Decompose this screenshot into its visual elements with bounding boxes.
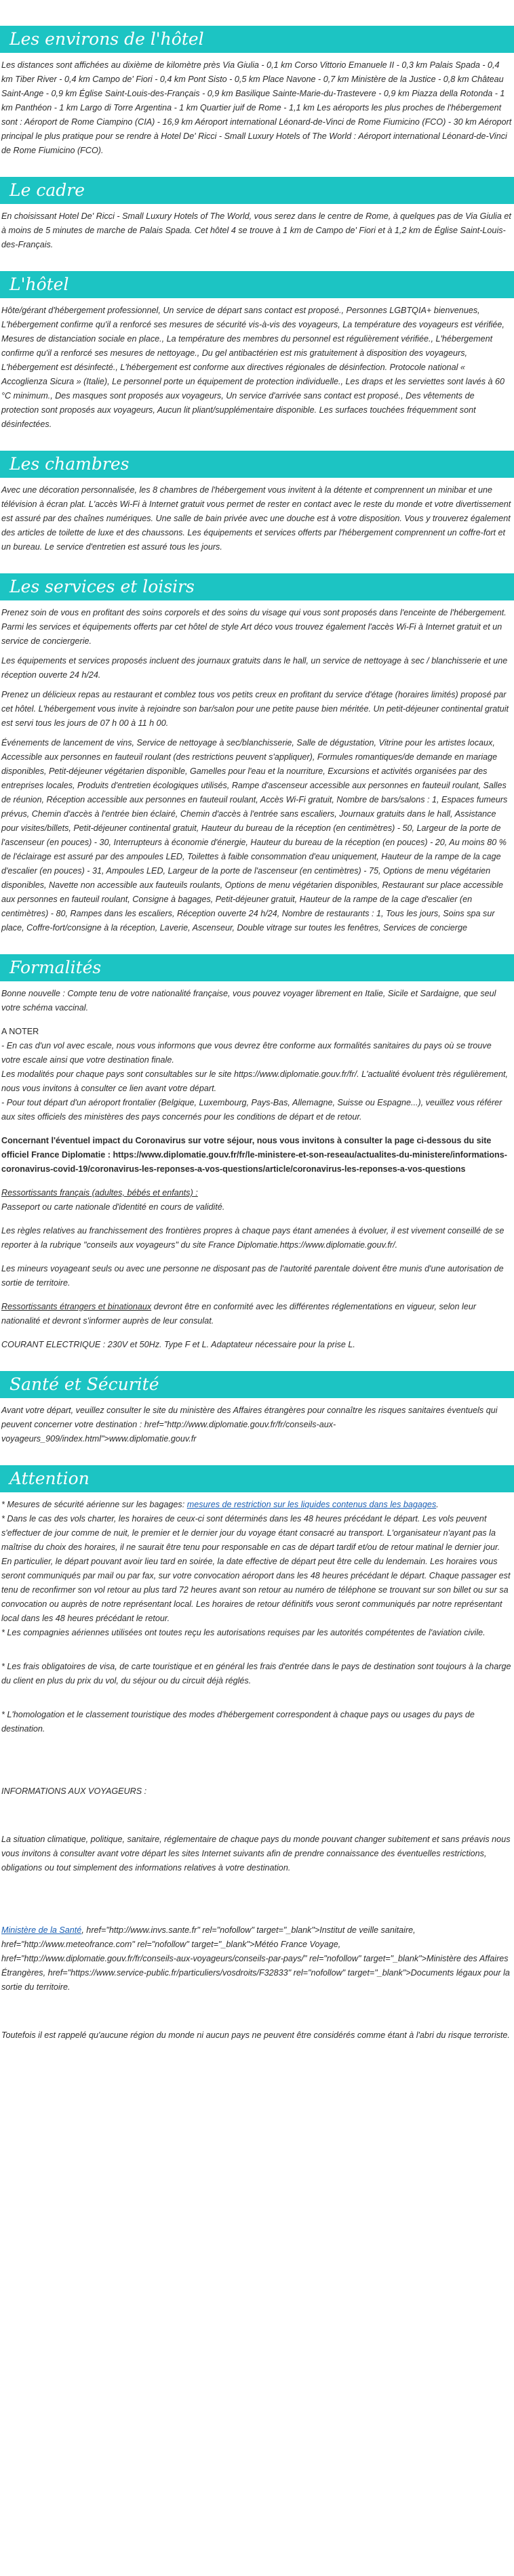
formalites-text-6: Les mineurs voyageant seuls ou avec une personne ne disposant pas de l'autorité parentale doivent être munis d'une autorisation de sortie de territoire.	[1, 1264, 504, 1288]
bullet-1-suffix: .	[436, 1500, 439, 1509]
toutefois-text: Toutefois il est rappelé qu'aucune région du monde ni aucun pays ne peuvent être considérés comme étant à l'abri du risque terroriste.	[1, 2030, 510, 2040]
attention-bullet-5: * L'homologation et le classement touristique des modes d'hébergement correspondent à chaque pays ou usages du pays de destination.	[1, 1710, 475, 1734]
ressortissants-etrangers-block	[0, 1300, 514, 1328]
attention-bullet-1	[0, 1498, 514, 1512]
attention-bullet-3: * Les compagnies aériennes utilisées ont toutes reçu les autorisations requises par les autorités compétentes de l'aviation civile.	[1, 1628, 486, 1637]
section-title-environs: Les environs de l'hôtel	[0, 26, 514, 53]
a-noter-heading: A NOTER	[1, 1027, 39, 1036]
section-title-hotel: L'hôtel	[0, 271, 514, 298]
chambres-text: Avec une décoration personnalisée, les 8 chambres de l'hébergement vous invitent à la détente et comprennent un minibar et une télévision à écran plat. L'accès Wi-Fi à Internet gratuit vous permet de rester en contact avec le reste du monde et votre divertissement est assuré par des chaînes numériques. Une salle de bain privée avec une douche est à votre disposition. Vous y trouverez également des articles de toilette de luxe et des chaussons. Les équipements et services offerts par l'hébergement comprennent un coffre-fort et un bureau. Le service d'entretien est assuré tous les jours.	[1, 485, 511, 552]
formalites-text-2: - En cas d'un vol avec escale, nous vous informons que vous devrez être conforme aux formalités sanitaires du pays où se trouve votre escale ainsi que votre destination finale.	[1, 1041, 492, 1065]
informations-voyageurs: INFORMATIONS AUX VOYAGEURS :	[1, 1786, 147, 1796]
ministere-links-rest: , href="http://www.invs.sante.fr" rel="nofollow" target="_blank">Institut de veille sanitaire, href="http://www.meteofrance.com" rel="nofollow" target="_blank">Météo France Voyage, href="http://www.diplomatie.gouv.fr/fr/conseils-aux-voyageurs/conseils-par-pays/" rel="nofollow" target="_blank">Ministère des Affaires Étrangères, href="https://www.service-public.fr/particuliers/vosdroits/F32833" rel="nofollow" target="_blank">Documents légaux pour la sortie du territoire.	[1, 1925, 510, 1992]
ressortissants-francais-text: Passeport ou carte nationale d'identité en cours de validité.	[1, 1202, 225, 1212]
formalites-text-1: Bonne nouvelle : Compte tenu de votre nationalité française, vous pouvez voyager librement en Italie, Sicile et Sardaigne, que seul votre schéma vaccinal.	[1, 989, 496, 1013]
services-text-1: Prenez soin de vous en profitant des soins corporels et des soins du visage qui vous sont proposés dans l'enceinte de l'hébergement. Parmi les services et équipements offerts par cet hôtel de style Art déco vous trouvez également l'accès Wi-Fi à Internet gratuit et un service de conciergerie.	[1, 608, 507, 646]
section-title-services: Les services et loisirs	[0, 573, 514, 600]
formalites-text-4: - Pour tout départ d'un aéroport frontalier (Belgique, Luxembourg, Pays-Bas, Allemagne, Suisse ou Espagne...), veuillez vous référer aux sites officiels des ministères des pays concernés pour les conditions de départ et de retour.	[1, 1098, 502, 1122]
liquids-restriction-link[interactable]: mesures de restriction sur les liquides contenus dans les bagages	[186, 1500, 437, 1509]
attention-bullet-2: * Dans le cas des vols charter, les horaires de ceux-ci sont déterminés dans les 48 heures précédant le départ. Les vols peuvent s'effectuer de jour comme de nuit, le premier et le dernier jour du voyage étant consacré au transport. L'organisateur n'ayant pas la maîtrise du choix des horaires, il ne saurait être tenu pour responsable en cas de départ tardif et/ou de retour matinal le dernier jour. En particulier, le départ pouvant avoir lieu tard en soirée, la date effective de départ peut être celle du lendemain. Les horaires vous seront communiqués par mail ou par fax, sur votre convocation aéroport dans les 48 heures précédant le départ. Chaque passager est tenu de reconfirmer son vol retour au plus tard 72 heures avant son retour au numéro de téléphone se trouvant sur son billet ou sur sa convocation ou auprès de notre représentant local. Les horaires de retour définitifs vous seront communiqués par notre représentant local dans les 48 heures précédant le retour.	[1, 1514, 511, 1623]
situation-text: La situation climatique, politique, sanitaire, réglementaire de chaque pays du monde pouvant changer subitement et sans préavis nous vous invitons à consulter avant votre départ les sites Internet suivants afin de prendre connaissance des éventuelles restrictions, obligations ou tout simplement des informations relatives à votre destination.	[1, 1835, 511, 1873]
ministere-links	[0, 1923, 514, 1995]
services-text-4: Événements de lancement de vins, Service de nettoyage à sec/blanchisserie, Salle de dégustation, Vitrine pour les artistes locaux, Accessible aux personnes en fauteuil roulant (des restrictions peuvent s'appliquer), Formules romantiques/de demande en mariage disponibles, Petit-déjeuner végétarien disponible, Gamelles pour l'eau et la nourriture, Excursions et activités organisées par des entreprises locales, Produits d'entretien écologiques utilisés, Rampe d'ascenseur accessible aux personnes en fauteuil roulant, Salles de réunion, Réception accessible aux personnes en fauteuil roulant, Accès Wi-Fi gratuit, Nombre de bars/salons : 1, Espaces fumeurs prévus, Chemin d'accès à l'entrée bien éclairé, Chemin d'accès à l'entrée sans escaliers, Journaux gratuits dans le hall, Assistance pour visites/billets, Petit-déjeuner continental gratuit, Hauteur du bureau de la réception (en centimètres) - 50, Largeur de la porte de l'ascenseur (en pouces) - 30, Interrupteurs à économie d'énergie, Hauteur du bureau de la réception (en pouces) - 20, Au moins 80 % de l'éclairage est assuré par des ampoules LED, Toilettes à faible consommation d'eau uniquement, Hauteur de la rampe de la cage d'escalier (en pouces) - 31, Ampoules LED, Largeur de la porte de l'ascenseur (en centimètres) - 75, Options de menu végétarien disponibles, Navette non accessible aux fauteuils roulants, Options de menu végétarien disponibles, Restaurant sur place accessible aux personnes en fauteuil roulant, Consigne à bagages, Petit-déjeuner gratuit, Hauteur de la rampe de la cage d'escalier (en centimètres) - 80, Rampes dans les escaliers, Réception ouverte 24 h/24, Nombre de restaurants : 1, Tous les jours, Soins spa sur place, Coffre-fort/consigne à la réception, Laverie, Ascenseur, Double vitrage sur toutes les fenêtres, Services de concierge	[1, 738, 508, 933]
ressortissants-francais-label: Ressortissants français (adultes, bébés et enfants) :	[1, 1188, 198, 1198]
courant-electrique: COURANT ELECTRIQUE : 230V et 50Hz. Type F et L. Adaptateur nécessaire pour la prise L.	[1, 1340, 355, 1349]
cadre-text: En choisissant Hotel De' Ricci - Small Luxury Hotels of The World, vous serez dans le centre de Rome, à quelques pas de Via Giulia et à moins de 5 minutes de marche de Palais Spada. Cet hôtel 4 se trouve à 1 km de Campo de' Fiori et à 1,2 km de Église Saint-Louis-des-Français.	[1, 211, 511, 249]
hotel-text: Hôte/gérant d'hébergement professionnel, Un service de départ sans contact est proposé., Personnes LGBTQIA+ bienvenues, L'hébergement confirme qu'il a renforcé ses mesures de sécurité vis-à-vis des voyageurs, La température des voyageurs est vérifiée, Mesures de distanciation sociale en place., La température des membres du personnel est régulièrement vérifiée., L'hébergement confirme qu'il a renforcé ses mesures de nettoyage., Du gel antibactérien est mis gratuitement à disposition des voyageurs, L'hébergement est désinfecté., L'hébergement est conforme aux directives régionales de désinfection. Protocole national « Accoglienza Sicura » (Italie), Le personnel porte un équipement de protection individuelle., Les draps et les serviettes sont lavés à 60 °C minimum., Des masques sont proposés aux voyageurs, Un service d'arrivée sans contact est proposé., Des vêtements de protection sont proposés aux voyageurs, Aucun lit pliant/supplémentaire disponible. Les surfaces touchées fréquemment sont désinfectées.	[1, 306, 505, 429]
coronavirus-notice: Concernant l'éventuel impact du Coronavirus sur votre séjour, nous vous invitons à consulter la page ci-dessous du site officiel France Diplomatie : https://www.diplomatie.gouv.fr/fr/le-ministere-et-son-reseau/actualites-du-ministere/informations-coronavirus-covid-19/coronavirus-les-reponses-a-vos-questions/article/coronavirus-les-reponses-a-vos-questions	[1, 1136, 507, 1174]
ressortissants-etrangers-label: Ressortissants étrangers et binationaux	[1, 1302, 152, 1311]
formalites-text-3: Les modalités pour chaque pays sont consultables sur le site https://www.diplomatie.gouv.fr/fr/. L'actualité évoluent très régulièrement, nous vous invitons à consulter ce lien avant votre départ.	[1, 1069, 508, 1093]
formalites-text-5: Les règles relatives au franchissement des frontières propres à chaque pays étant amenées à évoluer, il est vivement conseillé de se reporter à la rubrique "conseils aux voyageurs" du site France Diplomatie.https://www.diplomatie.gouv.fr/.	[1, 1226, 505, 1250]
section-title-chambres: Les chambres	[0, 451, 514, 478]
section-title-cadre: Le cadre	[0, 177, 514, 204]
environs-text: Les distances sont affichées au dixième de kilomètre près Via Giulia - 0,1 km Corso Vittorio Emanuele II - 0,3 km Palais Spada - 0,4 km Tiber River - 0,4 km Campo de' Fiori - 0,4 km Pont Sisto - 0,5 km Place Navone - 0,7 km Ministère de la Justice - 0,8 km Château Saint-Ange - 0,9 km Église Saint-Louis-des-Français - 0,9 km Basilique Sainte-Marie-du-Trastevere - 0,9 km Piazza della Rotonda - 1 km Panthéon - 1 km Largo di Torre Argentina - 1 km Quartier juif de Rome - 1,1 km Les aéroports les plus proches de l'hébergement sont : Aéroport de Rome Ciampino (CIA) - 16,9 km Aéroport international Léonard-de-Vinci de Rome Fiumicino (FCO) - 30 km Aéroport principal le plus pratique pour se rendre à Hotel De' Ricci - Small Luxury Hotels of The World : Aéroport international Léonard-de-Vinci de Rome Fiumicino (FCO).	[1, 60, 512, 155]
sante-text: Avant votre départ, veuillez consulter le site du ministère des Affaires étrangères pour connaître les risques sanitaires éventuels qui peuvent concerner votre destination : href="http://www.diplomatie.gouv.fr/fr/conseils-aux-voyageurs_909/index.html">www.diplomatie.gouv.fr	[1, 1406, 498, 1444]
section-title-attention: Attention	[0, 1465, 514, 1492]
section-title-formalites: Formalités	[0, 954, 514, 981]
ressortissants-etrangers-text: devront être en conformité avec les différentes réglementations en vigueur, selon leur nationalité et devront s'informer auprès de leur consulat.	[1, 1302, 477, 1326]
section-title-sante: Santé et Sécurité	[0, 1371, 514, 1398]
attention-bullet-4: * Les frais obligatoires de visa, de carte touristique et en général les frais d'entrée dans le pays de destination sont toujours à la charge du client en plus du prix du vol, du séjour ou du circuit déjà réglés.	[1, 1662, 511, 1685]
ministere-sante-link[interactable]: Ministère de la Santé	[1, 1925, 82, 1935]
ressortissants-francais-block	[0, 1186, 514, 1214]
services-text-3: Prenez un délicieux repas au restaurant et comblez tous vos petits creux en profitant du service d'étage (horaires limités) proposé par cet hôtel. L'hébergement vous invite à rejoindre son bar/salon pour une petite pause bien méritée. Un petit-déjeuner continental gratuit est servi tous les jours de 07 h 00 à 11 h 00.	[1, 690, 509, 728]
bullet-1-prefix: * Mesures de sécurité aérienne sur les bagages:	[1, 1500, 187, 1509]
services-text-2: Les équipements et services proposés incluent des journaux gratuits dans le hall, un service de nettoyage à sec / blanchisserie et une réception ouverte 24 h/24.	[1, 656, 508, 680]
